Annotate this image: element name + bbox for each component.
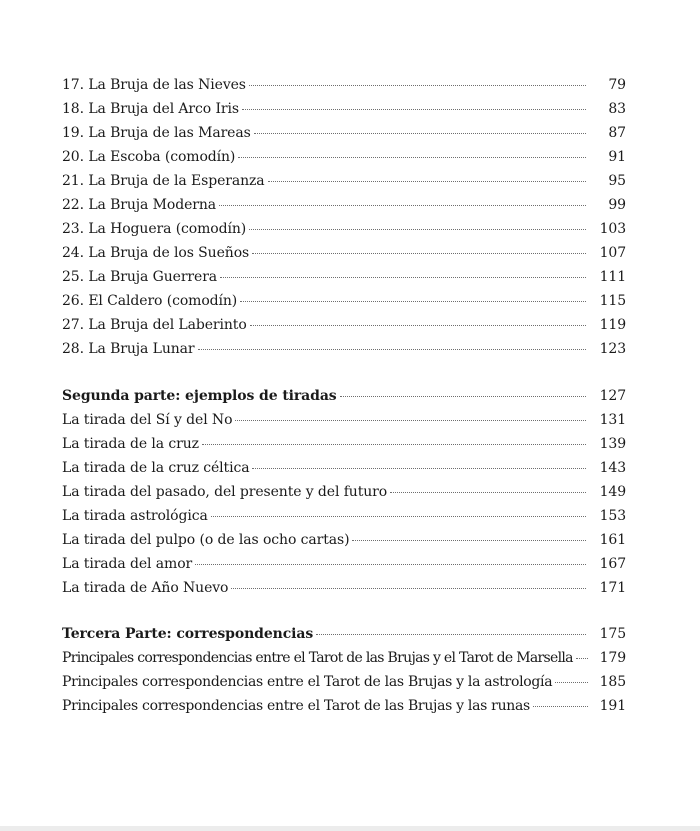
toc-entry-title: 17. La Bruja de las Nieves xyxy=(62,77,246,93)
toc-entry-title: 19. La Bruja de las Mareas xyxy=(62,125,251,141)
dot-leader xyxy=(235,420,586,421)
toc-entry-title: 26. El Caldero (comodín) xyxy=(62,293,238,309)
toc-part-heading xyxy=(62,622,626,646)
toc-entry-title: 27. La Bruja del Laberinto xyxy=(62,317,247,333)
toc-entry-title: 22. La Bruja Moderna xyxy=(62,197,217,213)
toc-entry-page: 91 xyxy=(608,149,626,165)
toc-entry-page: 111 xyxy=(599,269,626,285)
toc-heading-title: Tercera Parte: correspondencias xyxy=(62,626,314,642)
dot-leader xyxy=(198,349,586,350)
toc-entry xyxy=(62,97,626,121)
toc-entry-title: La tirada de la cruz céltica xyxy=(62,460,250,476)
toc-entry xyxy=(62,408,626,432)
toc-entry-page: 99 xyxy=(608,197,626,213)
toc-entry-title: Principales correspondencias entre el Tarot de las Brujas y la astrología xyxy=(62,674,553,690)
dot-leader xyxy=(268,181,586,182)
toc-entry-page: 107 xyxy=(599,245,626,261)
dot-leader xyxy=(249,85,586,86)
toc-entry-title: La tirada del Sí y del No xyxy=(62,412,233,428)
dot-leader xyxy=(250,325,586,326)
toc-heading-title: Segunda parte: ejemplos de tiradas xyxy=(62,388,337,404)
toc-entry-page: 95 xyxy=(608,173,626,189)
dot-leader xyxy=(219,205,586,206)
toc-entry-page: 79 xyxy=(608,77,626,93)
dot-leader xyxy=(231,588,586,589)
toc-entry-title: Principales correspondencias entre el Tarot de las Brujas y el Tarot de Marsella xyxy=(62,650,573,666)
toc-entry-title: 18. La Bruja del Arco Iris xyxy=(62,101,239,117)
toc-entry-page: 87 xyxy=(608,125,626,141)
toc-entry-page: 191 xyxy=(599,698,626,714)
toc-entry xyxy=(62,432,626,456)
dot-leader xyxy=(316,634,586,635)
toc-entry xyxy=(62,504,626,528)
toc-entry-page: 103 xyxy=(599,221,626,237)
toc-entry xyxy=(62,265,626,289)
dot-leader xyxy=(555,682,588,683)
toc-entry-title: La tirada del pasado, del presente y del futuro xyxy=(62,484,388,500)
toc-entry-title: 23. La Hoguera (comodín) xyxy=(62,221,247,237)
toc-entry-title: La tirada del pulpo (o de las ocho cartas) xyxy=(62,532,350,548)
dot-leader xyxy=(238,157,586,158)
toc-entry xyxy=(62,217,626,241)
dot-leader xyxy=(576,658,588,659)
dot-leader xyxy=(252,253,586,254)
toc-entry-title: La tirada astrológica xyxy=(62,508,208,524)
toc-entry xyxy=(62,528,626,552)
dot-leader xyxy=(249,229,586,230)
toc-entry-page: 119 xyxy=(599,317,626,333)
toc-entry xyxy=(62,694,626,718)
dot-leader xyxy=(211,516,586,517)
toc-entry xyxy=(62,456,626,480)
dot-leader xyxy=(254,133,586,134)
toc-section-witch-cards xyxy=(62,73,626,361)
dot-leader xyxy=(195,564,586,565)
toc-entry xyxy=(62,73,626,97)
toc-entry-page: 139 xyxy=(599,436,626,452)
toc-entry xyxy=(62,145,626,169)
toc-section-correspondences xyxy=(62,622,626,718)
toc-entry-page: 131 xyxy=(599,412,626,428)
toc-entry-page: 167 xyxy=(599,556,626,572)
toc-part-heading xyxy=(62,384,626,408)
toc-entry-title: Principales correspondencias entre el Tarot de las Brujas y las runas xyxy=(62,698,530,714)
toc-entry xyxy=(62,121,626,145)
toc-entry-title: 25. La Bruja Guerrera xyxy=(62,269,218,285)
dot-leader xyxy=(202,444,586,445)
dot-leader xyxy=(390,492,586,493)
toc-heading-page: 127 xyxy=(599,388,626,404)
toc-entry-page: 83 xyxy=(608,101,626,117)
toc-entry xyxy=(62,646,626,670)
toc-entry-page: 171 xyxy=(599,580,626,596)
toc-entry xyxy=(62,169,626,193)
toc-entry xyxy=(62,241,626,265)
dot-leader xyxy=(220,277,586,278)
dot-leader xyxy=(533,706,588,707)
toc-entry xyxy=(62,193,626,217)
toc-entry xyxy=(62,337,626,361)
toc-entry-title: La tirada de la cruz xyxy=(62,436,199,452)
toc-entry-title: La tirada de Año Nuevo xyxy=(62,580,229,596)
toc-section-spreads xyxy=(62,384,626,600)
toc-entry-title: 20. La Escoba (comodín) xyxy=(62,149,236,165)
toc-entry-page: 149 xyxy=(599,484,626,500)
toc-entry-title: La tirada del amor xyxy=(62,556,193,572)
dot-leader xyxy=(240,301,586,302)
toc-entry-title: 28. La Bruja Lunar xyxy=(62,341,195,357)
toc-entry xyxy=(62,670,626,694)
toc-entry-page: 161 xyxy=(599,532,626,548)
toc-entry-page: 179 xyxy=(599,650,626,666)
toc-entry-page: 153 xyxy=(599,508,626,524)
toc-entry-page: 143 xyxy=(599,460,626,476)
toc-entry xyxy=(62,313,626,337)
dot-leader xyxy=(352,540,586,541)
dot-leader xyxy=(252,468,586,469)
toc-entry-title: 24. La Bruja de los Sueños xyxy=(62,245,250,261)
toc-entry xyxy=(62,480,626,504)
toc-entry-page: 185 xyxy=(599,674,626,690)
toc-entry-title: 21. La Bruja de la Esperanza xyxy=(62,173,265,189)
toc-heading-page: 175 xyxy=(599,626,626,642)
page-bottom-edge xyxy=(0,826,700,831)
toc-entry xyxy=(62,576,626,600)
toc-entry-page: 115 xyxy=(599,293,626,309)
toc-entry xyxy=(62,552,626,576)
dot-leader xyxy=(340,396,586,397)
toc-entry xyxy=(62,289,626,313)
toc-entry-page: 123 xyxy=(599,341,626,357)
dot-leader xyxy=(242,109,586,110)
